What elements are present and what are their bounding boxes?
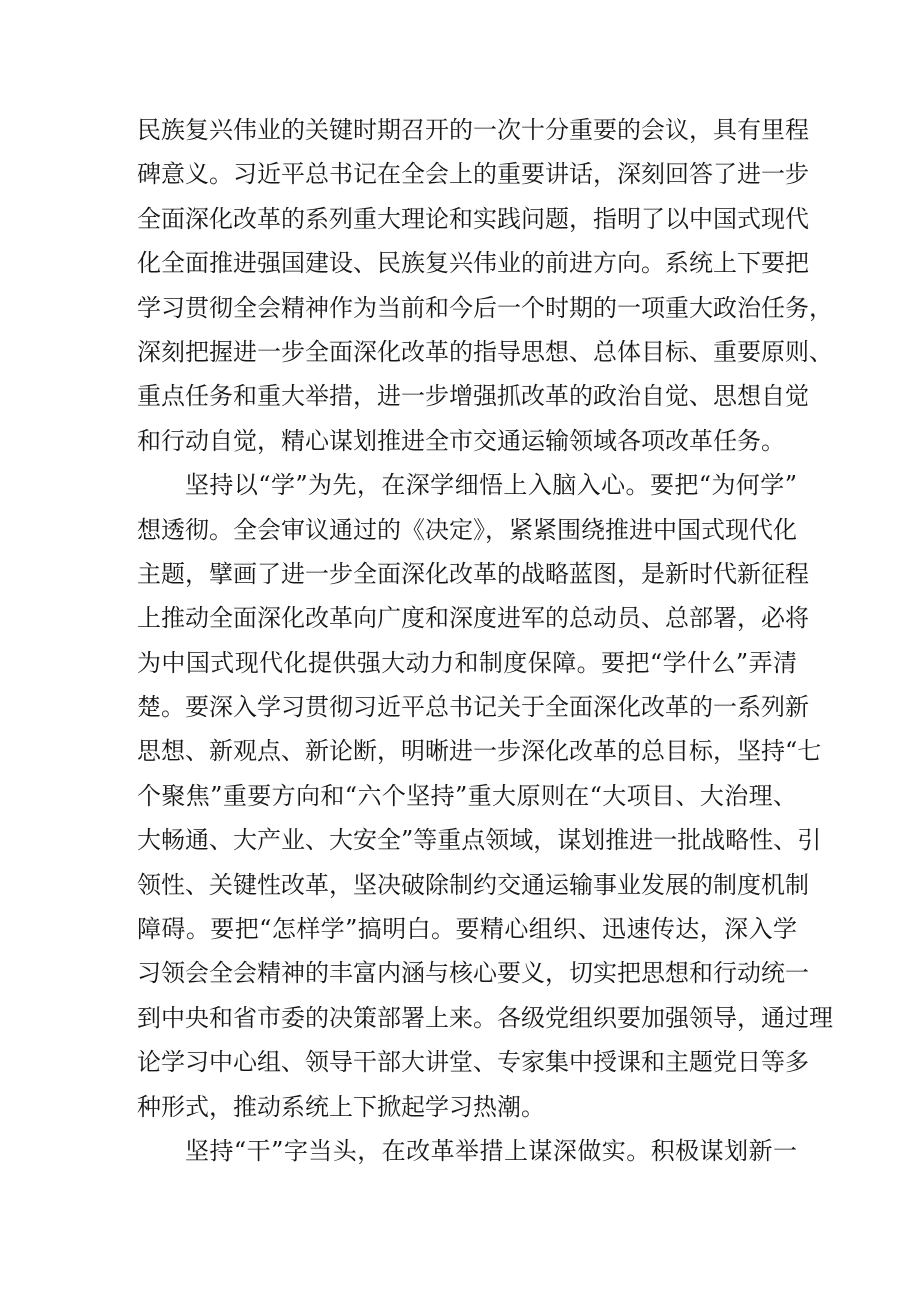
text-line: 主题，擘画了进一步全面深化改革的战略蓝图，是新时代新征程	[137, 559, 809, 588]
document-body	[137, 108, 833, 1173]
paragraph-1	[137, 108, 833, 463]
text-line: 论学习中心组、领导干部大讲堂、专家集中授课和主题党日等多	[137, 1048, 809, 1077]
text-line: 上推动全面深化改革向广度和深度进军的总动员、总部署，必将	[137, 604, 809, 633]
text-line: 重点任务和重大举措，进一步增强抓改革的政治自觉、思想自觉	[137, 382, 809, 411]
text-line: 全面深化改革的系列重大理论和实践问题，指明了以中国式现代	[137, 204, 809, 233]
text-line: 想透彻。全会审议通过的《决定》，紧紧围绕推进中国式现代化	[137, 515, 797, 544]
text-line: 学习贯彻全会精神作为当前和今后一个时期的一项重大政治任务，	[137, 293, 833, 322]
text-line: 坚持“干”字当头，在改革举措上谋深做实。积极谋划新一	[185, 1136, 797, 1165]
paragraph-2	[137, 463, 833, 1129]
text-line: 为中国式现代化提供强大动力和制度保障。要把“学什么”弄清	[137, 648, 797, 677]
text-line: 思想、新观点、新论断，明晰进一步深化改革的总目标，坚持“七	[137, 737, 822, 766]
text-line: 习领会全会精神的丰富内涵与核心要义，切实把思想和行动统一	[137, 959, 809, 988]
text-line: 大畅通、大产业、大安全”等重点领域，谋划推进一批战略性、引	[137, 826, 822, 855]
text-line: 碑意义。习近平总书记在全会上的重要讲话，深刻回答了进一步	[137, 160, 809, 189]
text-line: 坚持以“学”为先，在深学细悟上入脑入心。要把“为何学”	[185, 471, 797, 500]
text-line: 种形式，推动系统上下掀起学习热潮。	[137, 1092, 545, 1121]
text-line: 障碍。要把“怎样学”搞明白。要精心组织、迅速传达，深入学	[137, 915, 797, 944]
paragraph-3	[137, 1129, 797, 1173]
text-line: 深刻把握进一步全面深化改革的指导思想、总体目标、重要原则、	[137, 337, 833, 366]
text-line: 和行动自觉，精心谋划推进全市交通运输领域各项改革任务。	[137, 426, 785, 455]
text-line: 领性、关键性改革，坚决破除制约交通运输事业发展的制度机制	[137, 870, 809, 899]
text-line: 化全面推进强国建设、民族复兴伟业的前进方向。系统上下要把	[137, 249, 809, 278]
text-line: 到中央和省市委的决策部署上来。各级党组织要加强领导，通过理	[137, 1003, 833, 1032]
text-line: 楚。要深入学习贯彻习近平总书记关于全面深化改革的一系列新	[137, 693, 809, 722]
text-line: 个聚焦”重要方向和“六个坚持”重大原则在“大项目、大治理、	[137, 781, 797, 810]
text-line: 民族复兴伟业的关键时期召开的一次十分重要的会议，具有里程	[137, 116, 809, 144]
